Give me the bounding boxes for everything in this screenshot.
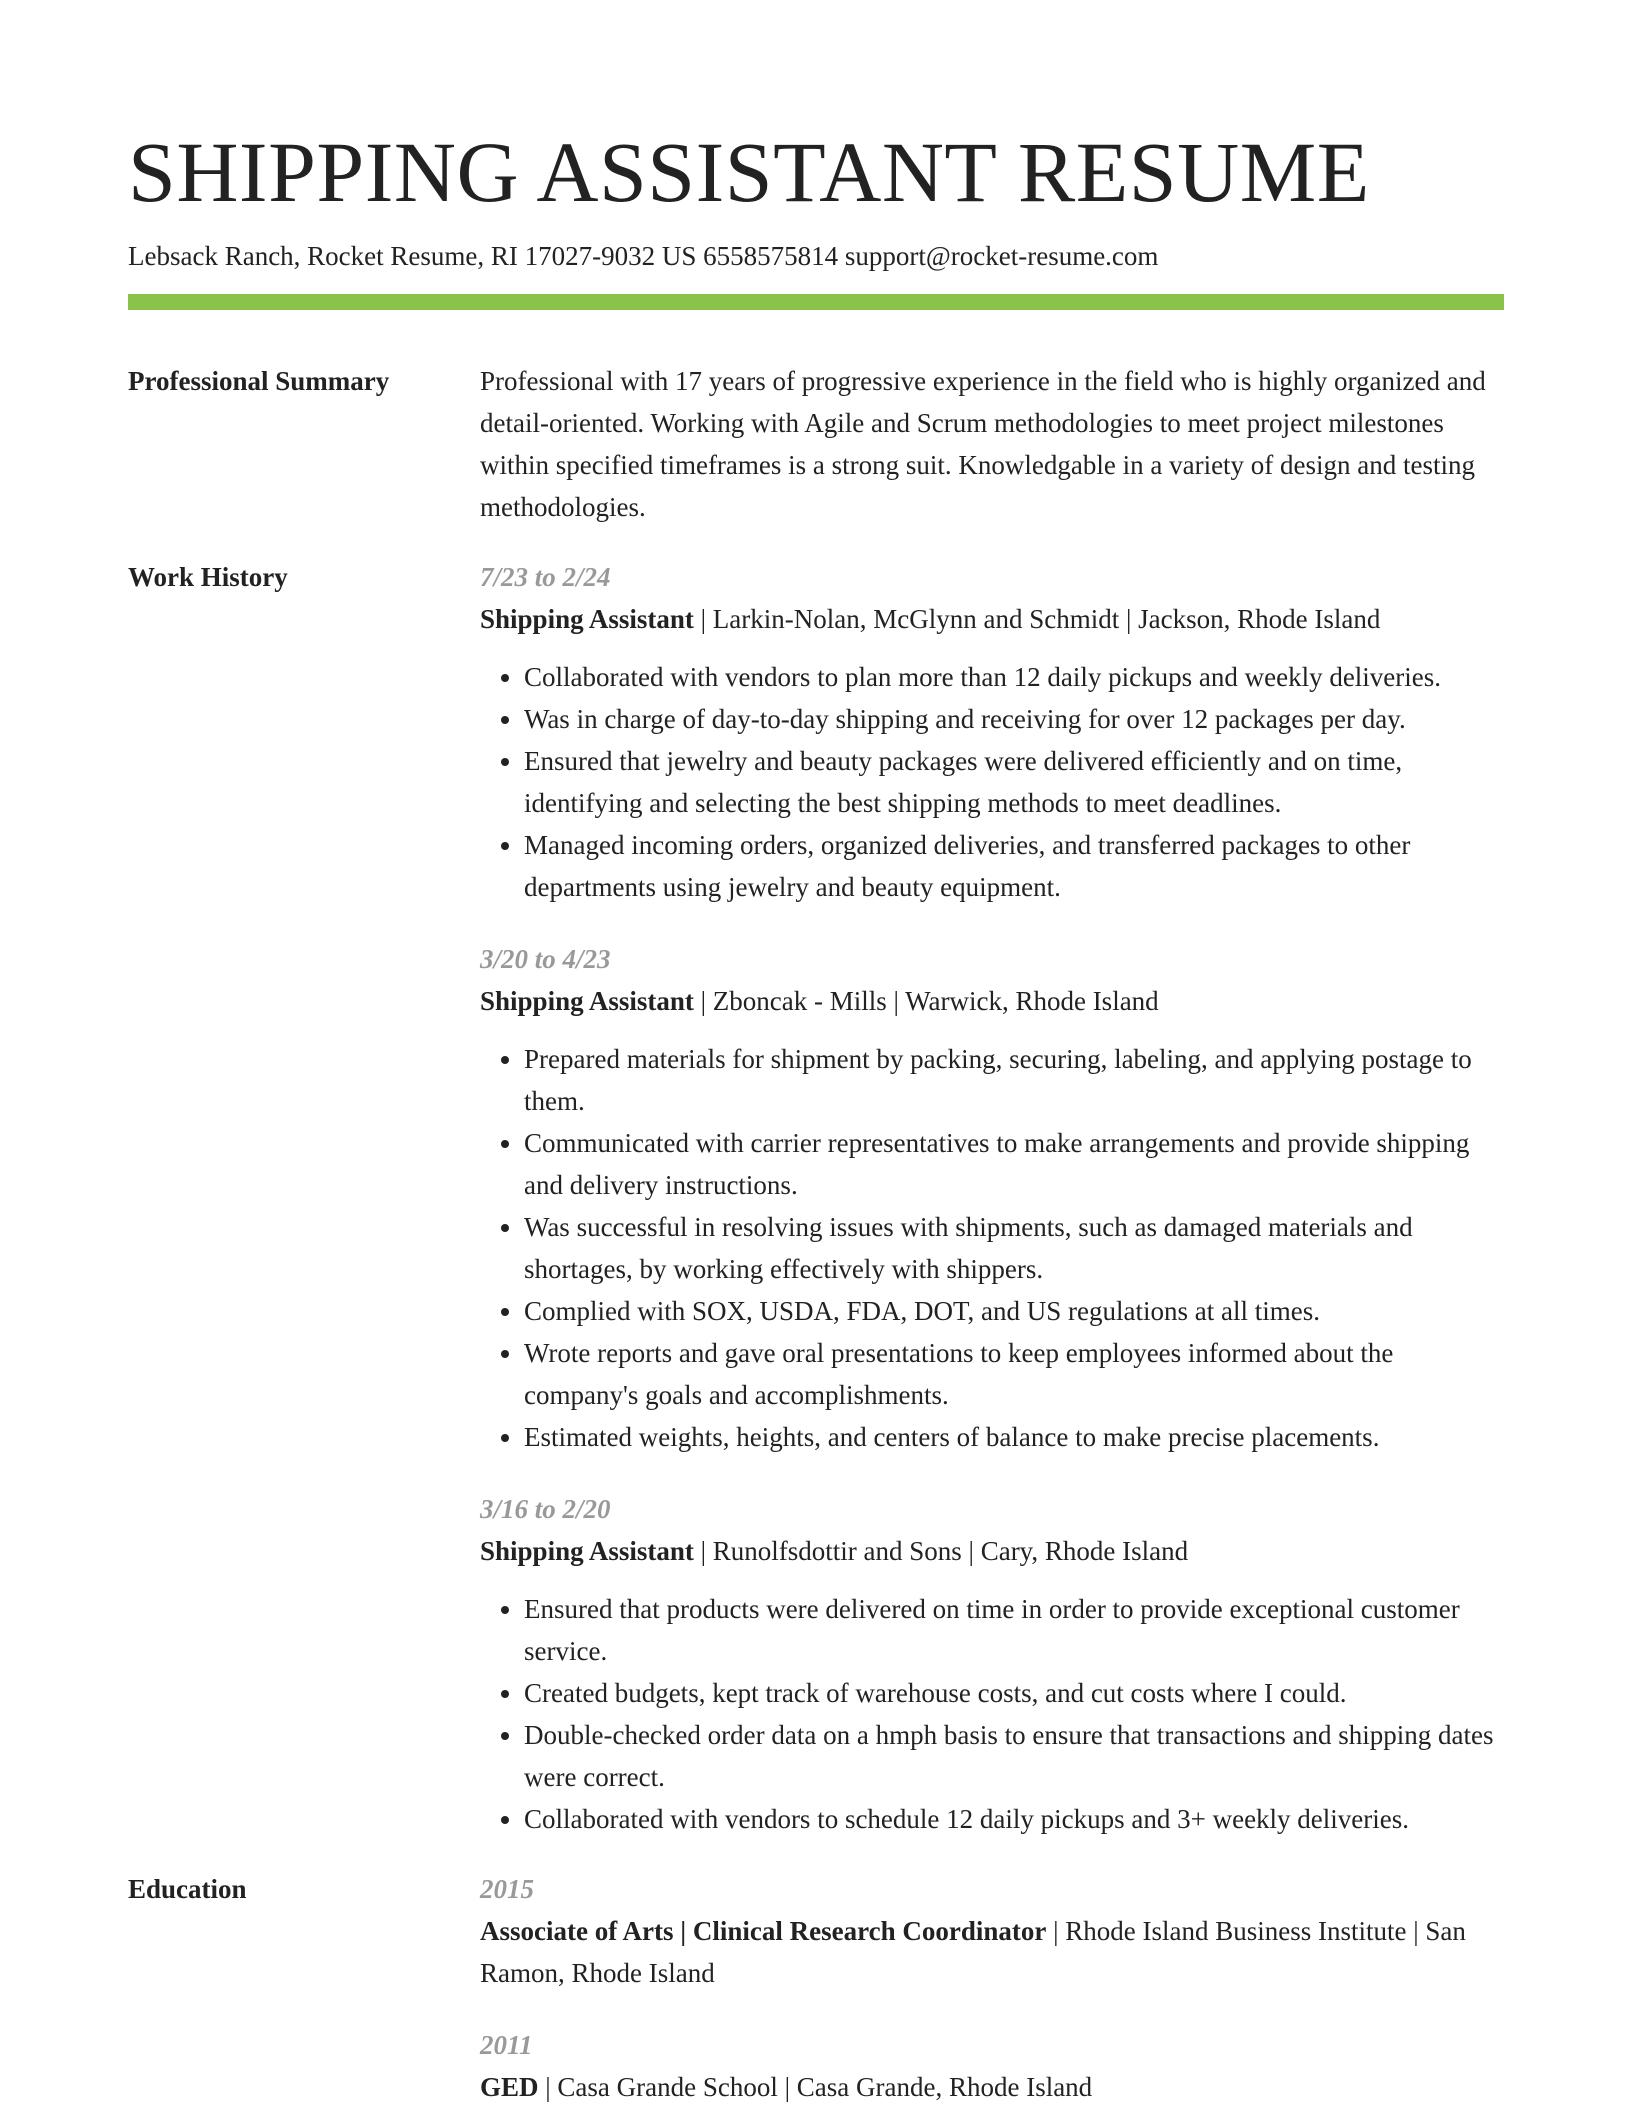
section-label-education: Education bbox=[128, 1874, 247, 1904]
education-line bbox=[480, 2066, 1504, 2108]
job-role-line bbox=[480, 1530, 1504, 1572]
job-details: | Runolfsdottir and Sons | Cary, Rhode Island bbox=[693, 1536, 1189, 1566]
job-dates: 7/23 to 2/24 bbox=[480, 562, 611, 592]
job-bullet: • Collaborated with vendors to plan more than 12 daily pickups and weekly deliveries. bbox=[524, 656, 1504, 698]
job-dates: 3/16 to 2/20 bbox=[480, 1494, 611, 1524]
job-dates: 3/20 to 4/23 bbox=[480, 944, 611, 974]
education-entry bbox=[480, 1868, 1504, 1994]
education-section bbox=[128, 1868, 1504, 2108]
job-bullets bbox=[480, 1588, 1504, 1840]
education-list bbox=[480, 1868, 1504, 2108]
job-bullet: • Prepared materials for shipment by packing, securing, labeling, and applying postage to them. bbox=[524, 1038, 1504, 1122]
job-bullet: • Complied with SOX, USDA, FDA, DOT, and US regulations at all times. bbox=[524, 1290, 1504, 1332]
job-entry bbox=[480, 556, 1504, 908]
job-details: | Larkin-Nolan, McGlynn and Schmidt | Jackson, Rhode Island bbox=[693, 604, 1381, 634]
work-history-list bbox=[480, 556, 1504, 1840]
job-bullet: • Collaborated with vendors to schedule 12 daily pickups and 3+ weekly deliveries. bbox=[524, 1798, 1504, 1840]
job-bullet: • Was successful in resolving issues with shipments, such as damaged materials and shortages, by working effectively with shippers. bbox=[524, 1206, 1504, 1290]
job-bullet: • Ensured that jewelry and beauty packages were delivered efficiently and on time, identifying and selecting the best shipping methods to meet deadlines. bbox=[524, 740, 1504, 824]
job-entry bbox=[480, 1488, 1504, 1840]
job-bullet: • Was in charge of day-to-day shipping and receiving for over 12 packages per day. bbox=[524, 698, 1504, 740]
job-title: Shipping Assistant bbox=[480, 1536, 694, 1566]
education-year: 2015 bbox=[480, 1874, 534, 1904]
education-line bbox=[480, 1910, 1504, 1994]
resume-title: SHIPPING ASSISTANT RESUME bbox=[128, 124, 1370, 220]
job-title: Shipping Assistant bbox=[480, 986, 694, 1016]
job-bullet: • Ensured that products were delivered on time in order to provide exceptional customer service. bbox=[524, 1588, 1504, 1672]
job-bullet: • Created budgets, kept track of warehouse costs, and cut costs where I could. bbox=[524, 1672, 1504, 1714]
resume-page bbox=[128, 0, 1504, 2108]
professional-summary-section bbox=[128, 360, 1504, 528]
job-bullet: • Estimated weights, heights, and centers of balance to make precise placements. bbox=[524, 1416, 1504, 1458]
education-degree: Associate of Arts | Clinical Research Coordinator bbox=[480, 1916, 1047, 1946]
job-details: | Zboncak - Mills | Warwick, Rhode Island bbox=[693, 986, 1159, 1016]
job-entry bbox=[480, 938, 1504, 1458]
header-divider bbox=[128, 294, 1504, 310]
section-label-work-history: Work History bbox=[128, 562, 288, 592]
job-bullet: • Managed incoming orders, organized deliveries, and transferred packages to other departments using jewelry and beauty equipment. bbox=[524, 824, 1504, 908]
job-title: Shipping Assistant bbox=[480, 604, 694, 634]
section-label-summary: Professional Summary bbox=[128, 366, 390, 396]
work-history-section bbox=[128, 556, 1504, 1840]
education-details: | Rhode Island Business Institute | San Ramon, Rhode Island bbox=[480, 1916, 1466, 1988]
job-bullets bbox=[480, 1038, 1504, 1458]
education-year: 2011 bbox=[480, 2030, 533, 2060]
job-role-line bbox=[480, 980, 1504, 1022]
education-degree: GED bbox=[480, 2072, 539, 2102]
education-entry bbox=[480, 2024, 1504, 2108]
job-bullets bbox=[480, 656, 1504, 908]
job-bullet: • Double-checked order data on a hmph basis to ensure that transactions and shipping dates were correct. bbox=[524, 1714, 1504, 1798]
job-bullet: • Communicated with carrier representatives to make arrangements and provide shipping and delivery instructions. bbox=[524, 1122, 1504, 1206]
job-bullet: • Wrote reports and gave oral presentations to keep employees informed about the company's goals and accomplishments. bbox=[524, 1332, 1504, 1416]
education-details: | Casa Grande School | Casa Grande, Rhode Island bbox=[538, 2072, 1093, 2102]
summary-text: Professional with 17 years of progressive experience in the field who is highly organized and detail-oriented. Working with Agile and Scrum methodologies to meet project milestones within specified timeframes is a strong suit. Knowledgable in a variety of design and testing methodologies. bbox=[480, 366, 1486, 522]
contact-line: Lebsack Ranch, Rocket Resume, RI 17027-9032 US 6558575814 support@rocket-resume.com bbox=[128, 241, 1159, 271]
job-role-line bbox=[480, 598, 1504, 640]
